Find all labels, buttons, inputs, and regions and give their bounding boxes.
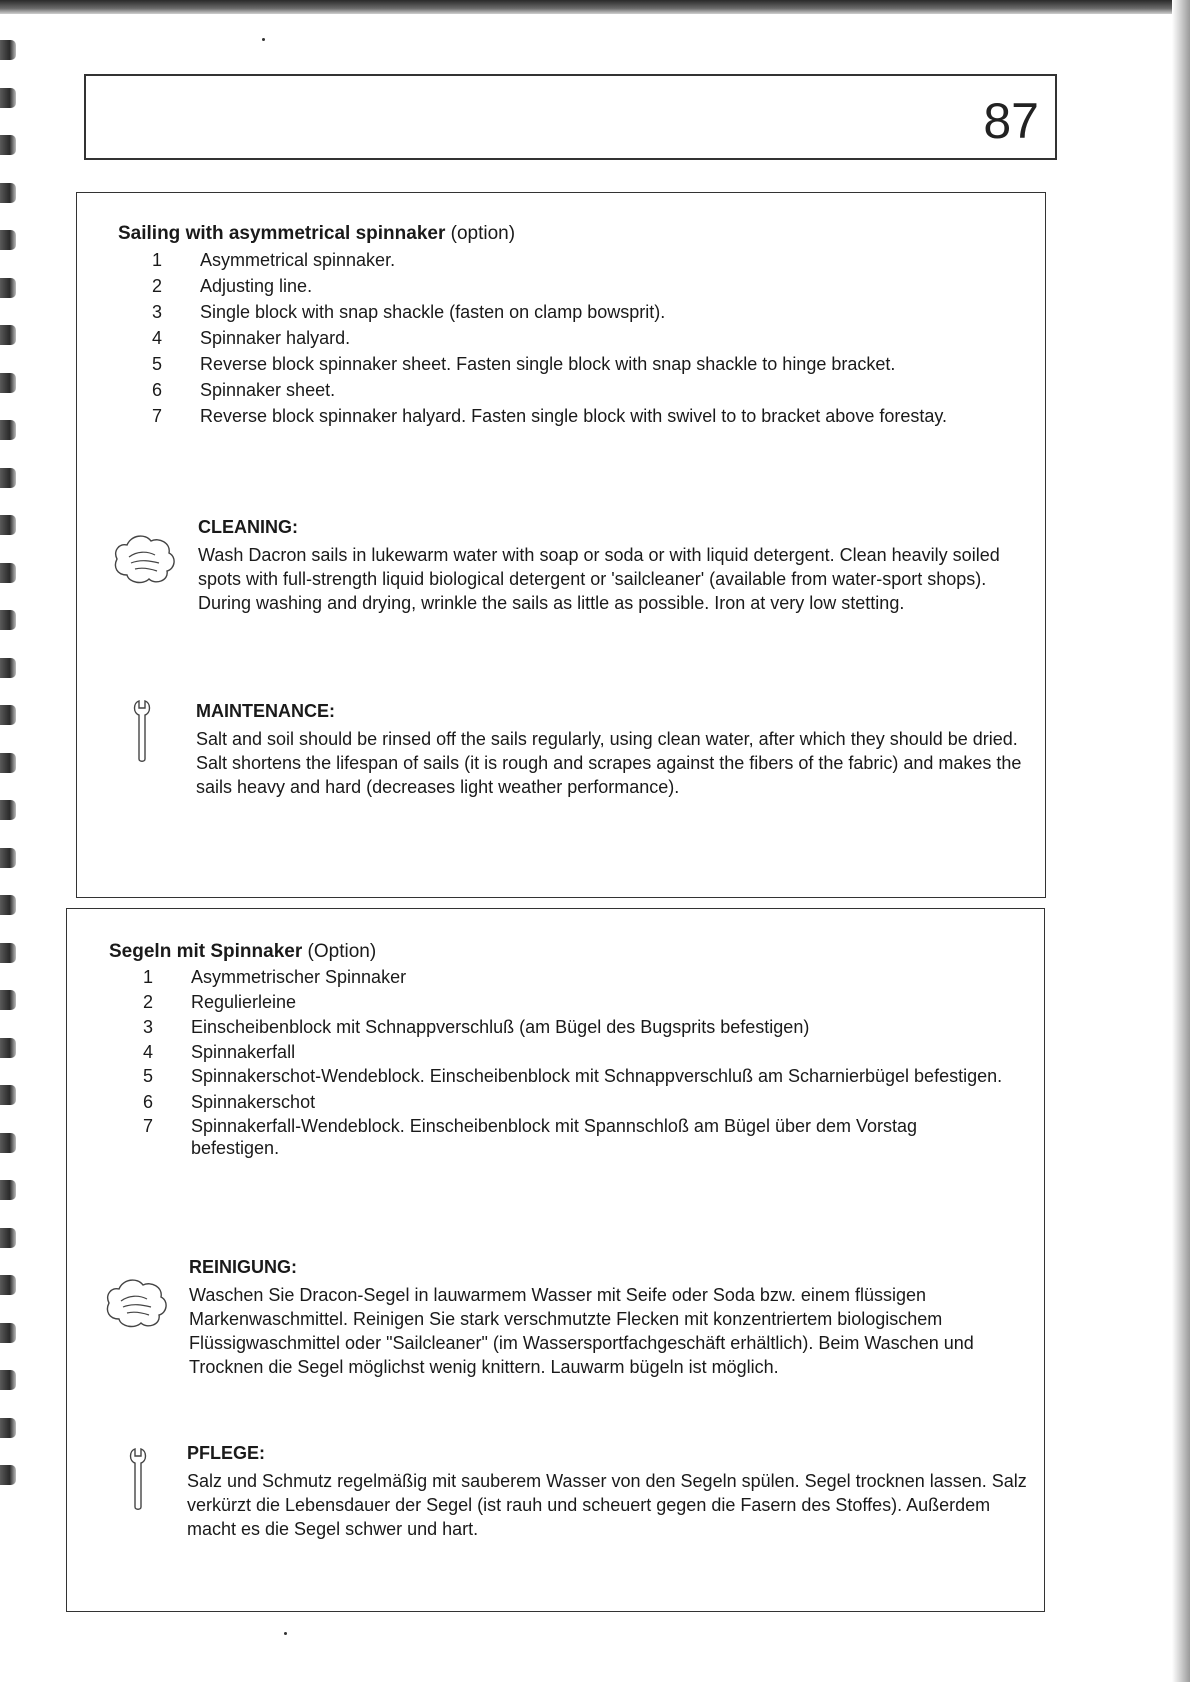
binding-ring: [0, 563, 16, 583]
heading-bold: Sailing with asymmetrical spinnaker: [118, 223, 446, 244]
binding-ring: [0, 705, 16, 725]
wrench-icon: [127, 1447, 151, 1511]
list-item: 3 Einscheibenblock mit Schnappverschluß (am Bügel des Bugsprits befestigen): [143, 1017, 810, 1037]
parts-list: [118, 247, 1018, 429]
scan-speck: [284, 1632, 287, 1635]
binding-ring: [0, 848, 16, 868]
wrench-icon: [131, 699, 155, 763]
page-number: 87: [983, 93, 1039, 149]
maintenance-text: Salz und Schmutz regelmäßig mit sauberem Wasser von den Segeln spülen. Segel trocknen lassen. Salz verkürzt die Lebensdauer der Segel (ist rauh und scheuert gegen die Fasern des Stoffes). Außerdem macht es die Segel schwer und hart.: [187, 1471, 1027, 1539]
binding-ring: [0, 325, 16, 345]
list-item: 2 Adjusting line.: [152, 276, 313, 296]
spiral-binding: [0, 40, 18, 1540]
scan-right-edge: [1172, 0, 1190, 1682]
english-section: [76, 192, 1046, 898]
page-header: [84, 74, 1057, 160]
heading-bold: Segeln mit Spinnaker: [109, 941, 303, 962]
parts-list: [109, 965, 1009, 1159]
binding-ring: [0, 1085, 16, 1105]
german-section: [66, 908, 1045, 1612]
binding-ring: [0, 1323, 16, 1343]
binding-ring: [0, 610, 16, 630]
list-item: 2 Regulierleine: [143, 992, 297, 1012]
binding-ring: [0, 1275, 16, 1295]
cleaning-text: Waschen Sie Dracon-Segel in lauwarmem Wasser mit Seife oder Soda bzw. einem flüssigen Markenwaschmittel. Reinigen Sie stark verschmutzte Flecken mit konzentriertem biologischem Flüssigwaschmittel oder "Sailcleaner" (im Wassersportfachgeschäft erhältlich). Beim Waschen und Trocknen die Segel möglichst wenig knittern. Lauwarm bügeln ist möglich.: [189, 1285, 974, 1377]
binding-ring: [0, 895, 16, 915]
list-item: 6 Spinnaker sheet.: [152, 380, 336, 400]
binding-ring: [0, 135, 16, 155]
binding-ring: [0, 990, 16, 1010]
maintenance-title: PFLEGE:: [187, 1443, 266, 1463]
list-item: 4 Spinnakerfall: [143, 1042, 296, 1062]
binding-ring: [0, 658, 16, 678]
binding-ring: [0, 1180, 16, 1200]
cleaning-text: Wash Dacron sails in lukewarm water with soap or soda or with liquid detergent. Clean heavily soiled spots with full-strength liquid biological detergent or 'sailcleaner' (available from water-sport shops). During washing and drying, wrinkle the sails as little as possible. Iron at very low stetting.: [198, 545, 1000, 613]
list-item: 5 Spinnakerschot-Wendeblock. Einscheibenblock mit Schnappverschluß am Scharnierbügel befestigen.: [143, 1066, 1003, 1086]
list-item: 4 Spinnaker halyard.: [152, 328, 351, 348]
binding-ring: [0, 515, 16, 535]
scan-speck: [262, 38, 265, 41]
cleaning-title: CLEANING:: [198, 517, 298, 537]
maintenance-title: MAINTENANCE:: [196, 701, 335, 721]
binding-ring: [0, 1228, 16, 1248]
heading-suffix: (Option): [307, 941, 377, 962]
binding-ring: [0, 1418, 16, 1438]
binding-ring: [0, 753, 16, 773]
list-item: 6 Spinnakerschot: [143, 1092, 316, 1112]
binding-ring: [0, 468, 16, 488]
binding-ring: [0, 1370, 16, 1390]
binding-ring: [0, 88, 16, 108]
list-item: 7 Spinnakerfall-Wendeblock. Einscheibenblock mit Spannschloß am Bügel über dem Vorstag befestigen.: [143, 1116, 918, 1158]
washing-hand-icon: [111, 529, 181, 587]
binding-ring: [0, 373, 16, 393]
list-item: 1 Asymmetrical spinnaker.: [152, 250, 396, 270]
binding-ring: [0, 230, 16, 250]
list-item: 5 Reverse block spinnaker sheet. Fasten single block with snap shackle to hinge bracket.: [152, 354, 896, 374]
binding-ring: [0, 1465, 16, 1485]
binding-ring: [0, 1133, 16, 1153]
maintenance-text: Salt and soil should be rinsed off the sails regularly, using clean water, after which they should be dried. Salt shortens the lifespan of sails (it is rough and scrapes against the fibers of the fabric) and makes the sails heavy and hard (decreases light weather performance).: [196, 729, 1022, 797]
section-heading: [109, 941, 376, 963]
binding-ring: [0, 800, 16, 820]
binding-ring: [0, 943, 16, 963]
list-item: 1 Asymmetrischer Spinnaker: [143, 967, 407, 987]
binding-ring: [0, 40, 16, 60]
list-item: 3 Single block with snap shackle (fasten on clamp bowsprit).: [152, 302, 666, 322]
heading-suffix: (option): [450, 223, 516, 244]
binding-ring: [0, 183, 16, 203]
scan-top-edge: [0, 0, 1190, 14]
binding-ring: [0, 278, 16, 298]
cleaning-title: REINIGUNG:: [189, 1257, 297, 1277]
list-item: 7 Reverse block spinnaker halyard. Fasten single block with swivel to to bracket above forestay.: [152, 406, 948, 426]
binding-ring: [0, 1038, 16, 1058]
washing-hand-icon: [103, 1273, 173, 1331]
section-heading: [118, 223, 515, 245]
binding-ring: [0, 420, 16, 440]
